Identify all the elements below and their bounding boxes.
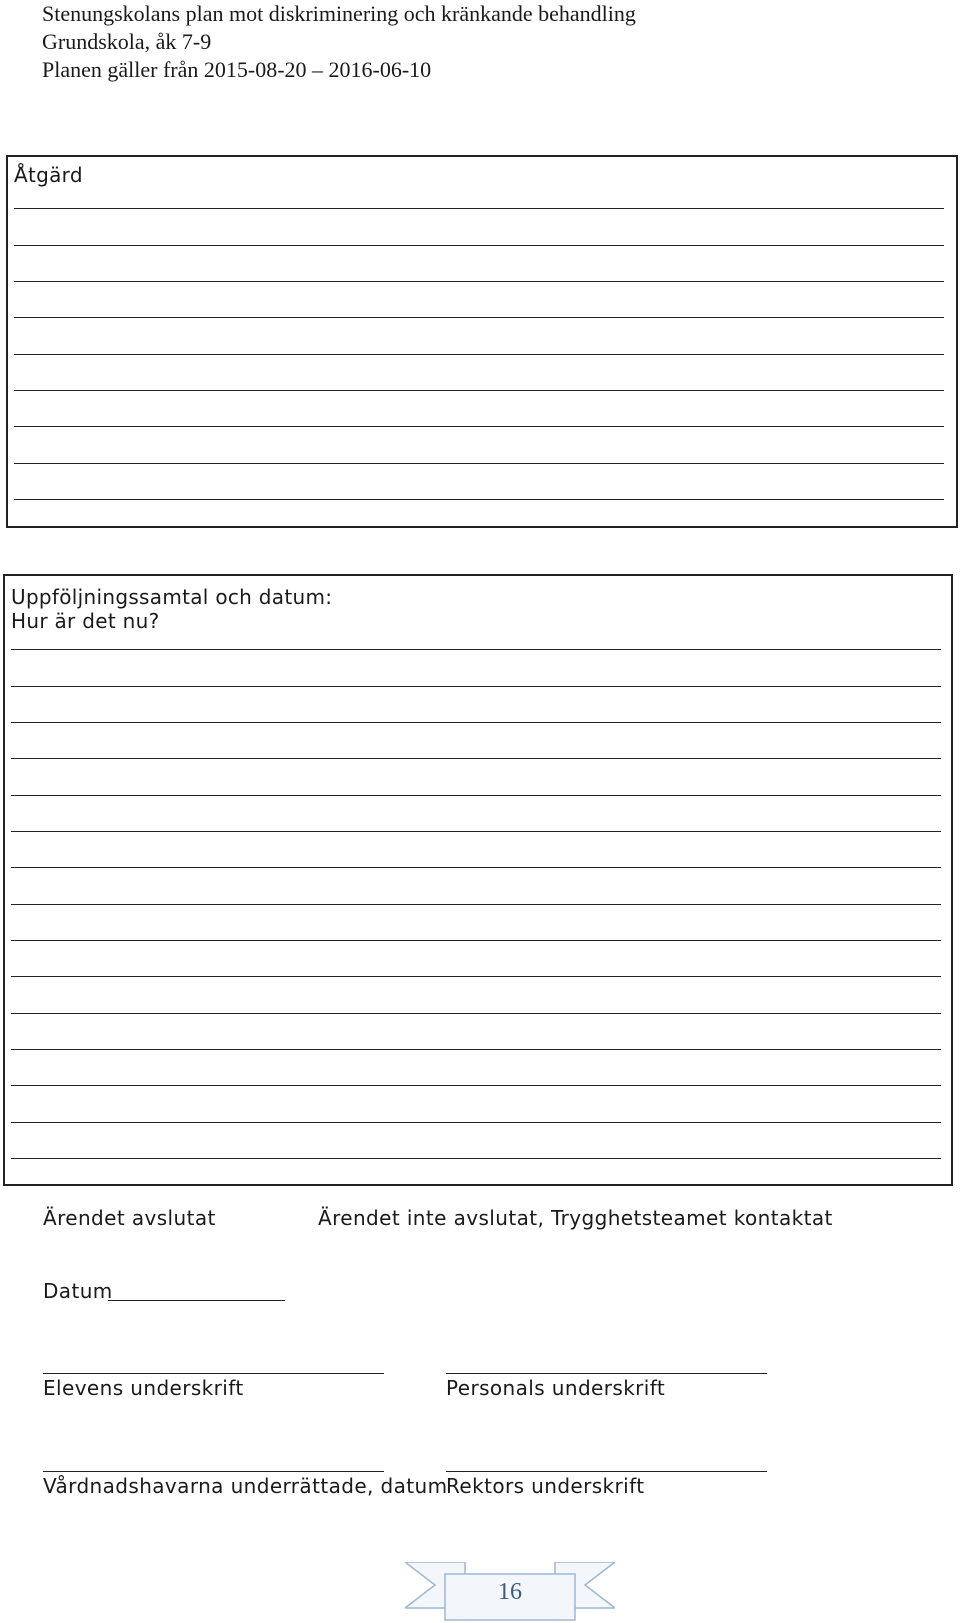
- writing-line: [11, 1013, 941, 1014]
- guardians-signature-label: Vårdnadshavarna underrättade, datum: [43, 1474, 448, 1498]
- writing-line: [11, 976, 941, 977]
- writing-line: [11, 1085, 941, 1086]
- writing-line: [14, 463, 944, 464]
- writing-line: [14, 281, 944, 282]
- status-not-closed-option[interactable]: Ärendet inte avslutat, Trygghetsteamet kontaktat: [318, 1206, 833, 1230]
- uppfoljning-title: Uppföljningssamtal och datum:: [11, 585, 333, 609]
- writing-line: [11, 722, 941, 723]
- writing-line: [14, 245, 944, 246]
- writing-line: [11, 1158, 941, 1159]
- writing-line: [14, 208, 944, 209]
- document-header: [42, 0, 636, 84]
- document-subtitle: Grundskola, åk 7-9: [42, 29, 212, 54]
- writing-line: [14, 354, 944, 355]
- guardians-signature-line[interactable]: [43, 1471, 384, 1472]
- validity-period: Planen gäller från 2015-08-20 – 2016-06-10: [42, 57, 432, 82]
- datum-label: Datum: [43, 1279, 113, 1303]
- uppfoljning-question: Hur är det nu?: [11, 609, 160, 633]
- uppfoljning-section: [3, 574, 953, 1186]
- writing-line: [11, 940, 941, 941]
- writing-line: [11, 1122, 941, 1123]
- writing-line: [11, 649, 941, 650]
- atgard-section: [6, 155, 958, 528]
- document-title: Stenungskolans plan mot diskriminering och kränkande behandling: [42, 1, 636, 26]
- atgard-title: Åtgärd: [14, 163, 83, 187]
- student-signature-label: Elevens underskrift: [43, 1376, 244, 1400]
- writing-line: [11, 686, 941, 687]
- writing-line: [11, 867, 941, 868]
- writing-line: [11, 1049, 941, 1050]
- writing-line: [14, 390, 944, 391]
- staff-signature-line[interactable]: [446, 1373, 767, 1374]
- student-signature-line[interactable]: [43, 1373, 384, 1374]
- writing-line: [14, 499, 944, 500]
- page-number: 16: [498, 1579, 522, 1605]
- writing-line: [11, 758, 941, 759]
- writing-line: [14, 317, 944, 318]
- writing-line: [11, 904, 941, 905]
- writing-line: [11, 831, 941, 832]
- status-closed-option[interactable]: Ärendet avslutat: [43, 1206, 216, 1230]
- principal-signature-line[interactable]: [446, 1471, 767, 1472]
- datum-field[interactable]: [108, 1300, 285, 1301]
- staff-signature-label: Personals underskrift: [446, 1376, 666, 1400]
- principal-signature-label: Rektors underskrift: [446, 1474, 645, 1498]
- writing-line: [14, 426, 944, 427]
- writing-line: [11, 795, 941, 796]
